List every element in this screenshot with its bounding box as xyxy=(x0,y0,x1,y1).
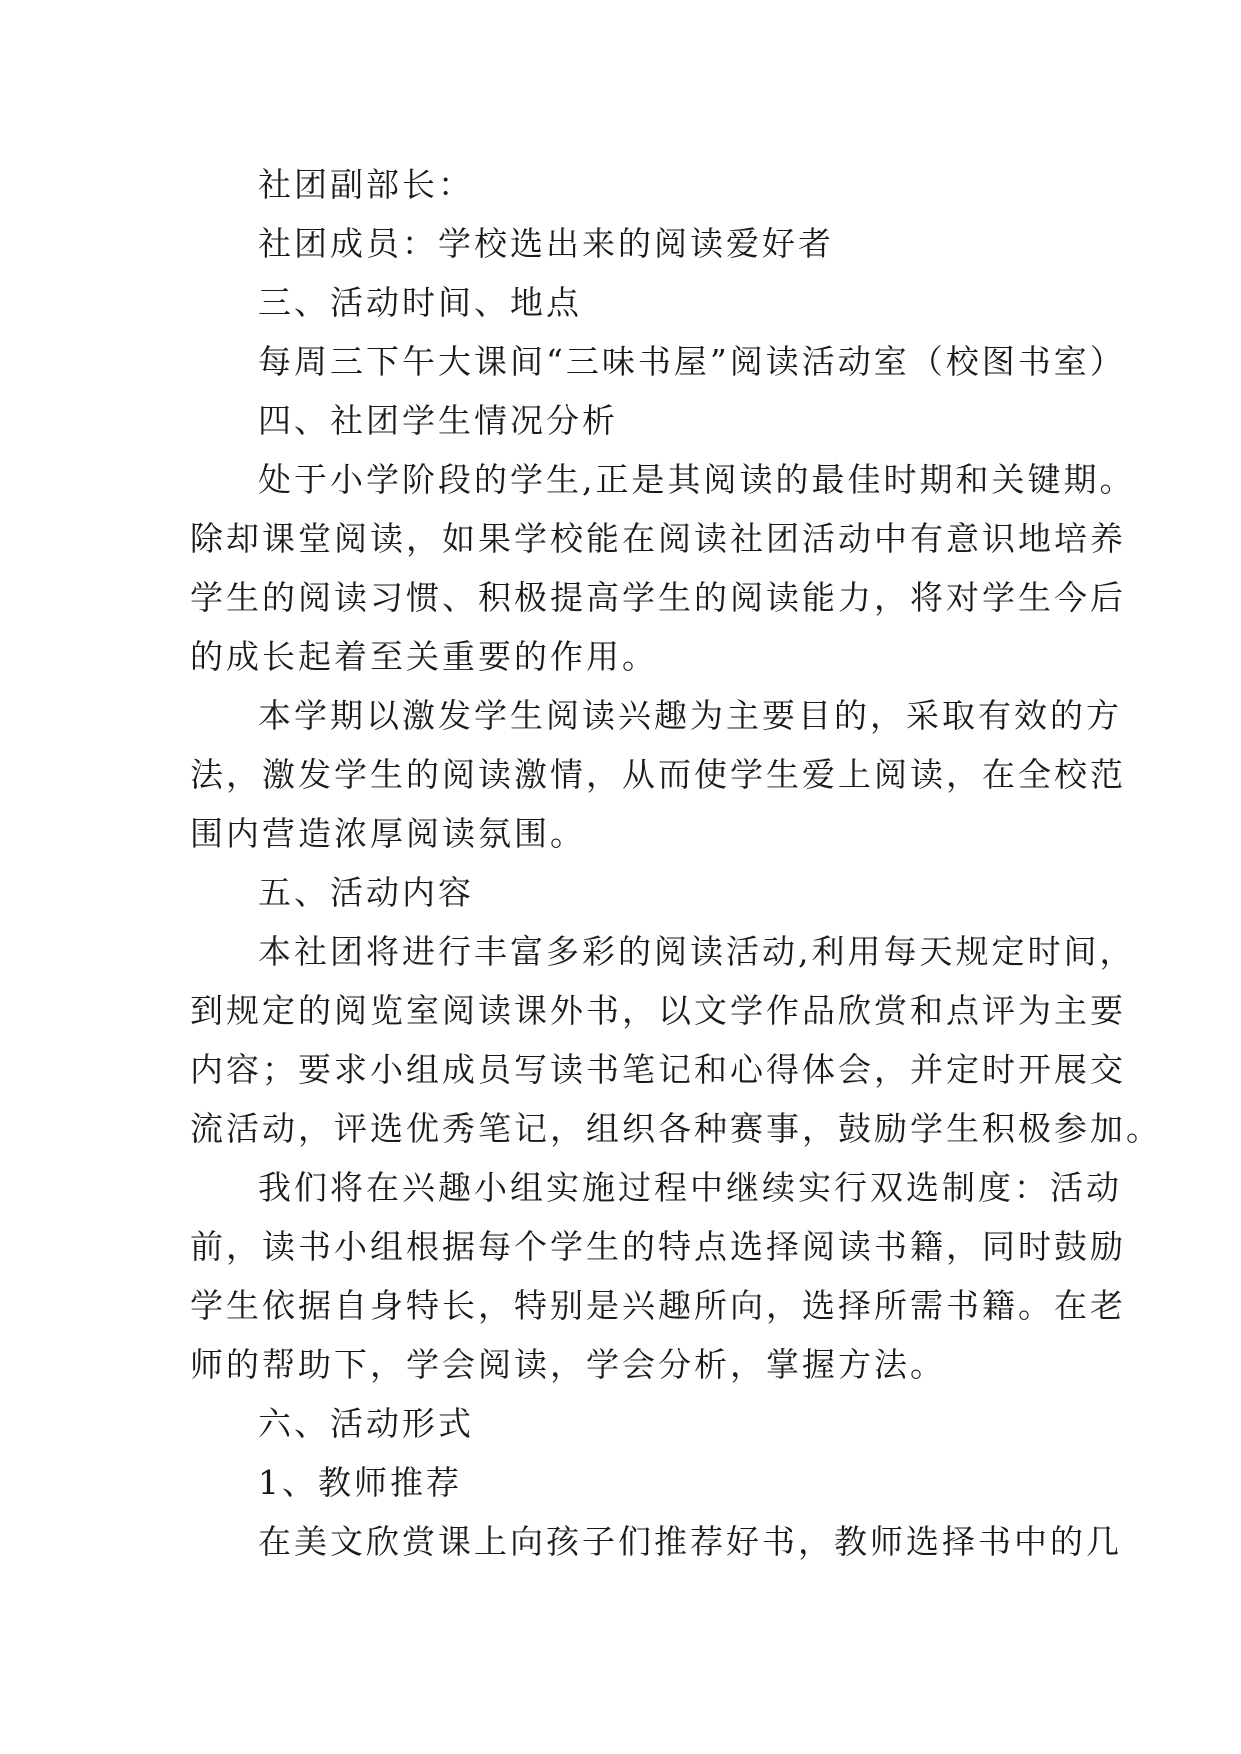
text-line: 每周三下午大课间“三味书屋”阅读活动室（校图书室） xyxy=(258,342,1126,381)
paragraph-line: 到规定的阅览室阅读课外书，以文学作品欣赏和点评为主要 xyxy=(190,991,1126,1030)
paragraph-line: 流活动，评选优秀笔记，组织各种赛事，鼓励学生积极参加。 xyxy=(190,1109,1162,1148)
paragraph-line: 围内营造浓厚阅读氛围。 xyxy=(190,814,586,853)
section-heading: 四、社团学生情况分析 xyxy=(258,401,618,440)
paragraph-line: 的成长起着至关重要的作用。 xyxy=(190,637,658,676)
paragraph-line: 本社团将进行丰富多彩的阅读活动,利用每天规定时间， xyxy=(258,932,1136,971)
section-heading: 六、活动形式 xyxy=(258,1404,474,1443)
paragraph-line: 学生依据自身特长，特别是兴趣所向，选择所需书籍。在老 xyxy=(190,1286,1126,1325)
document-body xyxy=(190,155,1162,1571)
subsection-heading: 1、教师推荐 xyxy=(258,1463,462,1502)
paragraph-line: 法，激发学生的阅读激情，从而使学生爱上阅读，在全校范 xyxy=(190,755,1126,794)
paragraph-line: 前，读书小组根据每个学生的特点选择阅读书籍，同时鼓励 xyxy=(190,1227,1126,1266)
text-line: 社团成员：学校选出来的阅读爱好者 xyxy=(258,224,834,263)
section-heading: 五、活动内容 xyxy=(258,873,474,912)
paragraph-line: 除却课堂阅读，如果学校能在阅读社团活动中有意识地培养 xyxy=(190,519,1126,558)
paragraph-line: 在美文欣赏课上向孩子们推荐好书，教师选择书中的几 xyxy=(258,1522,1122,1561)
paragraph-line: 我们将在兴趣小组实施过程中继续实行双选制度：活动 xyxy=(258,1168,1122,1207)
text-line: 社团副部长： xyxy=(258,165,474,204)
section-heading: 三、活动时间、地点 xyxy=(258,283,582,322)
paragraph-line: 处于小学阶段的学生,正是其阅读的最佳时期和关键期。 xyxy=(258,460,1136,499)
paragraph-line: 内容；要求小组成员写读书笔记和心得体会，并定时开展交 xyxy=(190,1050,1126,1089)
paragraph-line: 学生的阅读习惯、积极提高学生的阅读能力，将对学生今后 xyxy=(190,578,1126,617)
paragraph-line: 本学期以激发学生阅读兴趣为主要目的，采取有效的方 xyxy=(258,696,1122,735)
paragraph-line: 师的帮助下，学会阅读，学会分析，掌握方法。 xyxy=(190,1345,946,1384)
